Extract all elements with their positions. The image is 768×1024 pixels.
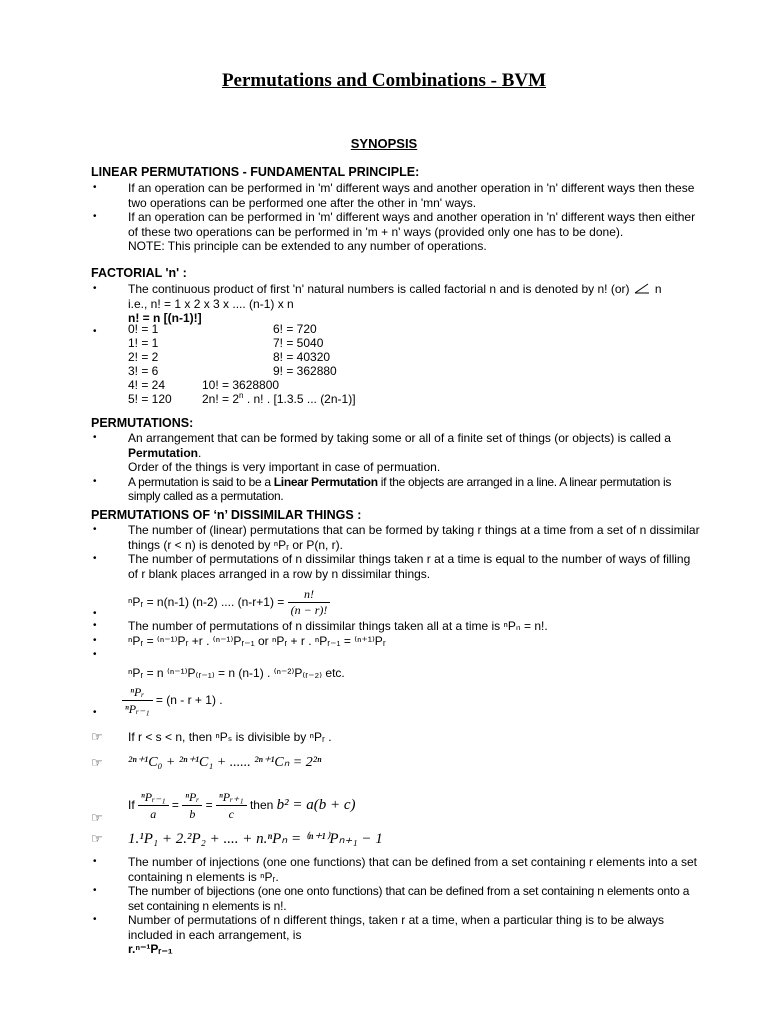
list-item: • The continuous product of first 'n' natural numbers is called factorial n and is denoted by n! (or) n i.e., n! = 1 x 2 x 3 x .... (n-1) x n n! = n [(n-1)!] <box>93 282 662 325</box>
list-item: • ⁿPᵣ = ⁽ⁿ⁻¹⁾Pᵣ +r . ⁽ⁿ⁻¹⁾Pᵣ₋₁ or ⁿPᵣ + r . ⁿPᵣ₋₁ = ⁽ⁿ⁺¹⁾Pᵣ <box>93 633 386 648</box>
bullet-icon: • <box>93 182 97 193</box>
bullet-icon: • <box>93 608 97 619</box>
dissimilar-heading: PERMUTATIONS OF ‘n’ DISSIMILAR THINGS : <box>91 508 362 522</box>
bullet-icon: • <box>93 553 97 564</box>
list-item: • If an operation can be performed in 'm' different ways and another operation in 'n' different ways then these two operations can be performed one after the other in 'mn' ways. <box>93 181 695 210</box>
list-item: • If an operation can be performed in 'm' different ways and another operation in 'n' different ways then either of these two operations can be performed in 'm + n' ways (provided only one has to be done). <box>93 210 696 239</box>
list-item: • The number of bijections (one one onto functions) that can be defined from a set containing n elements onto a set containing n elements is n!. <box>93 884 690 913</box>
dissimilar-list <box>91 523 701 581</box>
bullet-icon: • <box>93 856 97 867</box>
permutations-list <box>91 431 701 504</box>
bullet-icon: • <box>93 649 97 660</box>
factorial-angle-icon <box>633 282 655 294</box>
bullet-icon: • <box>93 885 97 896</box>
bullet-icon: • <box>93 707 97 718</box>
synopsis-heading: SYNOPSIS <box>350 136 418 151</box>
factorial-definition <box>91 282 701 326</box>
list-item: • An arrangement that can be formed by taking some or all of a finite set of things (or objects) is called a Permutation. Order of the things is very important in case of permuation. <box>93 431 671 474</box>
fraction: $\frac{\text{ⁿPᵣ₊₁}}{c}$ <box>216 789 247 822</box>
linear-permutations-heading: LINEAR PERMUTATIONS - FUNDAMENTAL PRINCIPLE: <box>91 165 420 179</box>
fraction: $\frac{n!}{(n - r)!}$ <box>288 587 331 618</box>
bullet-icon: • <box>93 914 97 925</box>
list-item: • The number of (linear) permutations that can be formed by taking r things at a time from a set of n dissimilar things (r < n) is denoted by ⁿPᵣ or P(n, r). <box>93 523 700 552</box>
list-item: • The number of injections (one one functions) that can be defined from a set containing r elements into a set containing n elements is ⁿPᵣ. <box>93 855 697 884</box>
pointing-hand-icon: ☞ <box>91 729 103 744</box>
note-line: NOTE: This principle can be extended to any number of operations. <box>128 239 487 253</box>
fraction: $\frac{\text{ⁿPᵣ}}{b}$ <box>182 789 202 822</box>
list-item: • The number of permutations of n dissimilar things taken r at a time is equal to the number of ways of filling of r blank places arranged in a row by n dissimilar things. <box>93 552 691 581</box>
bullet-icon: • <box>93 326 97 337</box>
bullet-icon: • <box>93 283 97 294</box>
formula-list <box>91 619 701 681</box>
pointing-hand-icon: ☞ <box>91 810 103 825</box>
bullet-icon: • <box>93 211 97 222</box>
note-divisibility: ☞ If r < s < n, then ⁿPₛ is divisible by ⁿPᵣ . <box>91 729 332 744</box>
note-binomial-sum: ☞ ²ⁿ⁺¹C₀ + ²ⁿ⁺¹C₁ + ...... ²ⁿ⁺¹Cₙ = 2²ⁿ <box>91 755 322 770</box>
functions-list <box>91 855 701 957</box>
bullet-icon: • <box>93 524 97 535</box>
permutations-heading: PERMUTATIONS: <box>91 416 194 430</box>
npr-ratio-formula: • $\frac{\text{ⁿPᵣ}}{\text{ⁿPᵣ₋₁}}$ = (n - r + 1) . <box>91 680 701 720</box>
note-sum-identity: ☞ 1.¹P₁ + 2.²P₂ + .... + n.ⁿPₙ = ⁽ⁿ⁺¹⁾Pₙ₊₁ − 1 <box>91 831 383 847</box>
bullet-icon: • <box>93 620 97 631</box>
list-item: • The number of permutations of n dissimilar things taken all at a time is ⁿPₙ = n!. <box>93 619 548 633</box>
pointing-hand-icon: ☞ <box>91 831 103 846</box>
factorial-heading: FACTORIAL 'n' : <box>91 266 187 280</box>
bullet-icon: • <box>93 634 97 646</box>
document-title: Permutations and Combinations - BVM <box>221 70 547 91</box>
list-item <box>91 648 701 662</box>
fraction: $\frac{\text{ⁿPᵣ}}{\text{ⁿPᵣ₋₁}}$ <box>122 684 153 717</box>
list-item: • A permutation is said to be a Linear Permutation if the objects are arranged in a line. A linear permutation is simply called as a permutation. <box>93 474 672 503</box>
list-item: • Number of permutations of n different things, taken r at a time, when a particular thing is to be always included in each arrangement, is r.ⁿ⁻¹Pᵣ₋₁ <box>93 913 665 956</box>
npr-product-formula: • ⁿPᵣ = n(n-1) (n-2) .... (n-r+1) = $\frac{n!}{(n - r)!}$ <box>91 583 701 621</box>
double-factorial-formula: 2n! = $2^n$ . n! . [1.3.5 ... (2n-1)] <box>202 391 356 406</box>
fraction: $\frac{\text{ⁿPᵣ₋₁}}{a}$ <box>138 789 169 822</box>
bullet-icon: • <box>93 432 97 443</box>
list-item: ⁿPᵣ = n ⁽ⁿ⁻¹⁾P₍ᵣ₋₁₎ = n (n-1) . ⁽ⁿ⁻²⁾P₍ᵣ₋₂₎ etc. <box>128 666 345 680</box>
note-proportion: ☞ If $\frac{\text{ⁿPᵣ₋₁}}{a}$ = $\frac{\text{ⁿPᵣ}}{b}$ = $\frac{\text{ⁿPᵣ₊₁}}{c}$ then b² = a(b + c) <box>91 785 701 825</box>
bullet-icon: • <box>93 475 97 487</box>
document-page: Permutations and Combinations - BVM SYNOPSIS LINEAR PERMUTATIONS - FUNDAMENTAL PRINCIPLE: • If an operation can be performed in 'm' different ways and another operation in 'n' different ways then these two operations can be performed one after the other in 'mn' ways. • If an operation can be performed in 'm' different ways and another operation in 'n' different ways then either of these two operations can be performed in 'm + n' ways (provided only one has to be done). NOTE: This principle can be extended to any number of operations. FACTORIAL 'n' : • The continuous product of first 'n' natural numbers is called factorial n and is denoted by n! (or) n i.e., n! = 1 x 2 x 3 x .... (n-1) x n n! = n [(n-1)!] • 0! = 1 1! = 1 2! = 2 3! = 6 4! = 24 5! = 120 6! = 720 7! = 5040 8! = 40320 9! = 362880 10! = 3628800 2n! = $2^n$ . n! . [1.3.5 ... (2n-1)] PERMUTATIONS: • An arrangement that can be formed by taking some or all of a finite set of things (or objects) is called a Permutation. Order of the things is very important in case of permuation. • A permutation is said to be a Linear Permutation if the objects are arranged in a line. A linear permutation is simply called as a permutation. PERMUTATIONS OF ‘n’ DISSIMILAR THINGS : • The number of (linear) permutations that can be formed by taking r things at a time from a set of n dissimilar things (r < n) is denoted by ⁿPᵣ or P(n, r). • The number of permutations of n dissimilar things taken r at a time is equal to the number of ways of filling of r blank places arranged in a row by n dissimilar things. • ⁿPᵣ = n(n-1) (n-2) .... (n-r+1) = $\frac{n!}{(n - r)!}$ • The number of permutations of n dissimilar things taken all at a time is ⁿPₙ = n!. • ⁿPᵣ = ⁽ⁿ⁻¹⁾Pᵣ +r . ⁽ⁿ⁻¹⁾Pᵣ₋₁ or ⁿPᵣ + r . ⁿPᵣ₋₁ = ⁽ⁿ⁺¹⁾Pᵣ • ⁿPᵣ = n ⁽ⁿ⁻¹⁾P₍ᵣ₋₁₎ = n (n-1) . ⁽ⁿ⁻²⁾P₍ᵣ₋₂₎ etc. • $\frac{\text{ⁿPᵣ}}{\text{ⁿPᵣ₋₁}}$ = (n - r + 1) . ☞ If r < s < n, then ⁿPₛ is divisible by ⁿPᵣ . ☞ ²ⁿ⁺¹C₀ + ²ⁿ⁺¹C₁ + ...... ²ⁿ⁺¹Cₙ = 2²ⁿ ☞ If $\frac{\text{ⁿPᵣ₋₁}}{a}$ = $\frac{\text{ⁿPᵣ}}{b}$ = $\frac{\text{ⁿPᵣ₊₁}}{c}$ then b² = a(b + c) ☞ 1.¹P₁ + 2.²P₂ + .... + n.ⁿPₙ = ⁽ⁿ⁺¹⁾Pₙ₊₁ − 1 • The number of injections (one one functions) that can be defined from a set containing r elements into a set containing n elements is ⁿPᵣ. • The number of bijections (one one onto functions) that can be defined from a set containing n elements onto a set containing n elements is n!. • Number of permutations of n different things, taken r at a time, when a particular thing is to be always included in each arrangement, is r.ⁿ⁻¹Pᵣ₋₁ <box>0 0 768 1024</box>
pointing-hand-icon: ☞ <box>91 755 103 770</box>
linear-permutations-list <box>91 181 701 254</box>
